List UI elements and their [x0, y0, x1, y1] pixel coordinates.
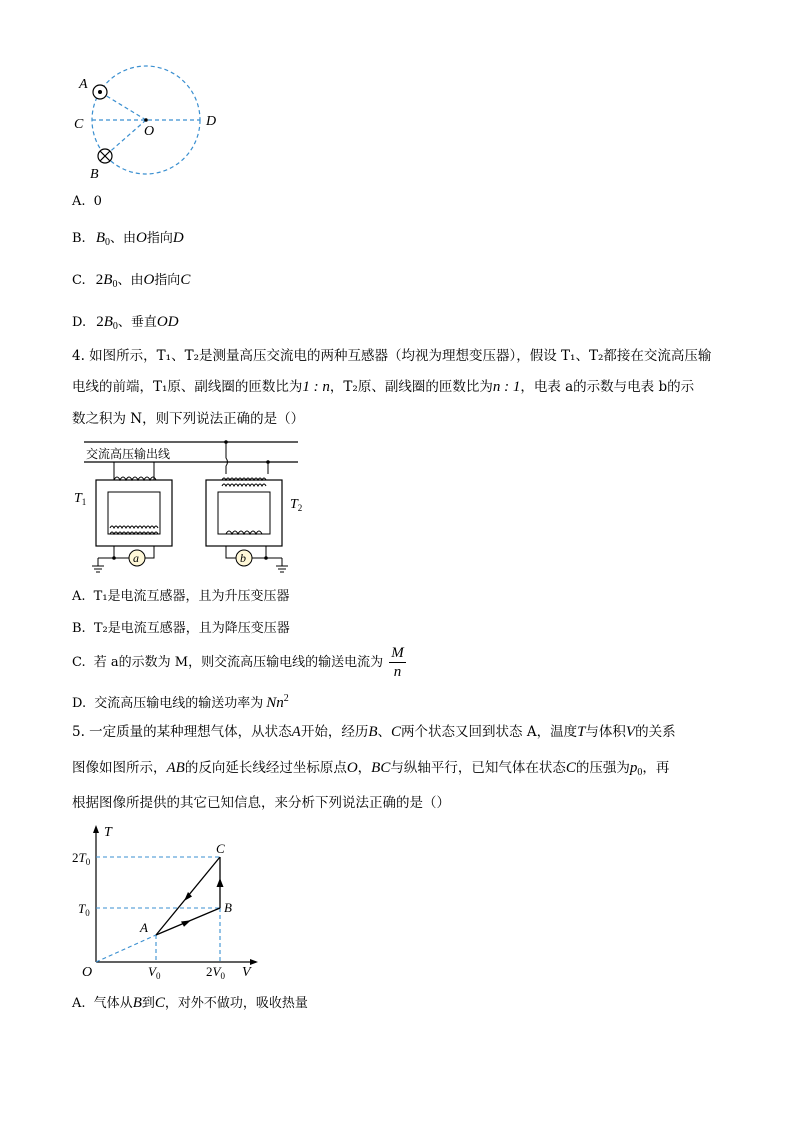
t2-core	[206, 480, 282, 546]
transformer-figure	[70, 436, 310, 576]
option-text: 0	[93, 194, 102, 209]
point-c: C	[180, 272, 191, 288]
option-text: T₂是电流互感器，且为降压变压器	[93, 621, 290, 636]
segment-od: OD	[156, 314, 179, 330]
svg-text:a: a	[133, 551, 139, 565]
option-letter: B.	[72, 621, 86, 636]
point-o: O	[136, 230, 147, 246]
current-in-icon	[98, 149, 112, 163]
q3-option-a[interactable]	[72, 193, 102, 211]
ground-icon-2	[276, 566, 288, 572]
q4-option-b[interactable]	[72, 620, 290, 638]
q3-option-b[interactable]	[72, 229, 184, 252]
option-letter: D.	[72, 315, 87, 330]
origin-label: O	[82, 965, 93, 980]
radius-OA	[100, 92, 146, 120]
q4-stem-line1: 4. 如图所示，T₁、T₂是测量高压交流电的两种互感器（均视为理想变压器），假设 T₁、T₂都接在交流高压输	[72, 348, 712, 364]
axis-label-v: V	[242, 965, 251, 980]
option-text: 、垂直	[117, 315, 157, 330]
option-letter: B.	[72, 231, 86, 246]
option-letter: D.	[72, 696, 87, 711]
axis-label-t: T	[104, 825, 112, 840]
b0-symbol: $B_0$	[103, 272, 118, 290]
option-text: 指向	[146, 231, 173, 246]
option-letter: A.	[72, 194, 86, 209]
ratio-n1: n : 1	[492, 379, 521, 395]
label-t1: $T_1$	[74, 491, 87, 507]
ratio-1n: 1 : n	[302, 379, 330, 395]
t2-secondary-coil	[226, 531, 262, 534]
q3-option-c[interactable]	[72, 271, 190, 294]
svg-text:b: b	[240, 551, 246, 565]
q5-stem-line1: 5. 一定质量的某种理想气体，从状态A开始，经历B、C两个状态又回到状态 A，温度T与体积V的关系	[72, 724, 676, 740]
option-letter: A.	[72, 996, 86, 1011]
hv-line-label: 交流高压输出线	[86, 447, 171, 461]
circle-figure	[70, 60, 250, 185]
option-letter: C.	[72, 655, 86, 670]
q3-option-d[interactable]	[72, 313, 179, 336]
option-text: 、由	[117, 273, 144, 288]
current-out-icon	[93, 85, 107, 99]
q4-option-a[interactable]	[72, 588, 290, 606]
option-letter: C.	[72, 273, 86, 288]
option-text: 交流高压输电线的输送功率为	[94, 696, 264, 711]
q4-option-d[interactable]	[72, 690, 289, 713]
tick-2v0: $2V_0$	[206, 964, 225, 981]
radius-OB	[105, 120, 146, 156]
meter-b	[236, 550, 252, 566]
tick-2t0: $2T_0$	[72, 850, 91, 867]
coefficient: 2	[96, 314, 104, 330]
ground-icon-1	[92, 566, 104, 572]
point-o: O	[143, 272, 155, 288]
power-expr: Nn$^2$	[266, 693, 289, 711]
t2-primary-coil	[222, 478, 266, 486]
option-letter: A.	[72, 589, 86, 604]
label-C: C	[74, 117, 84, 132]
meter-a	[129, 550, 145, 566]
tv-graph	[72, 820, 272, 982]
q4-option-c[interactable]	[72, 644, 406, 681]
point-O	[144, 118, 148, 122]
point-label-a: A	[140, 920, 148, 935]
label-A: A	[79, 77, 88, 92]
option-text: T₁是电流互感器，且为升压变压器	[93, 589, 290, 604]
option-text: 、由	[110, 231, 137, 246]
q4-stem-line3: 数之积为 N，则下列说法正确的是（）	[72, 411, 305, 427]
point-label-b: B	[224, 900, 232, 915]
label-D: D	[206, 114, 217, 129]
t1-core	[96, 480, 172, 546]
q5-stem-line2: 图像如图所示，AB的反向延长线经过坐标原点O，BC与纵轴平行，已知气体在状态C的压强为$p_0$，再	[72, 760, 670, 778]
coefficient: 2	[95, 272, 104, 288]
ab-extension	[96, 935, 156, 962]
t1-secondary-coil	[110, 526, 158, 534]
b0-symbol: $B_0$	[95, 230, 110, 248]
label-B: B	[90, 167, 99, 182]
option-text: 指向	[154, 273, 181, 288]
point-label-c: C	[216, 841, 225, 856]
option-text: 若 a的示数为 M，则交流高压输电线的输送电流为	[93, 655, 384, 670]
label-t2: $T_2$	[290, 497, 303, 513]
fraction-m-over-n: $\frac{M}{n}$	[391, 645, 404, 680]
q4-stem-line2: 电线的前端，T₁原、副线圈的匝数比为1 : n，T₂原、副线圈的匝数比为n : 1，电表 a的示数与电表 b的示	[72, 379, 695, 395]
label-O: O	[144, 124, 155, 139]
b0-symbol: $B_0$	[103, 314, 118, 332]
point-d: D	[172, 230, 184, 246]
tick-v0: $V_0$	[148, 964, 161, 981]
q5-option-a[interactable]	[72, 994, 308, 1013]
tick-t0: $T_0$	[78, 901, 90, 918]
q5-stem-line3: 根据图像所提供的其它已知信息，来分析下列说法正确的是（）	[72, 795, 450, 811]
option-text: 气体从B到C，对外不做功，吸收热量	[93, 995, 308, 1011]
